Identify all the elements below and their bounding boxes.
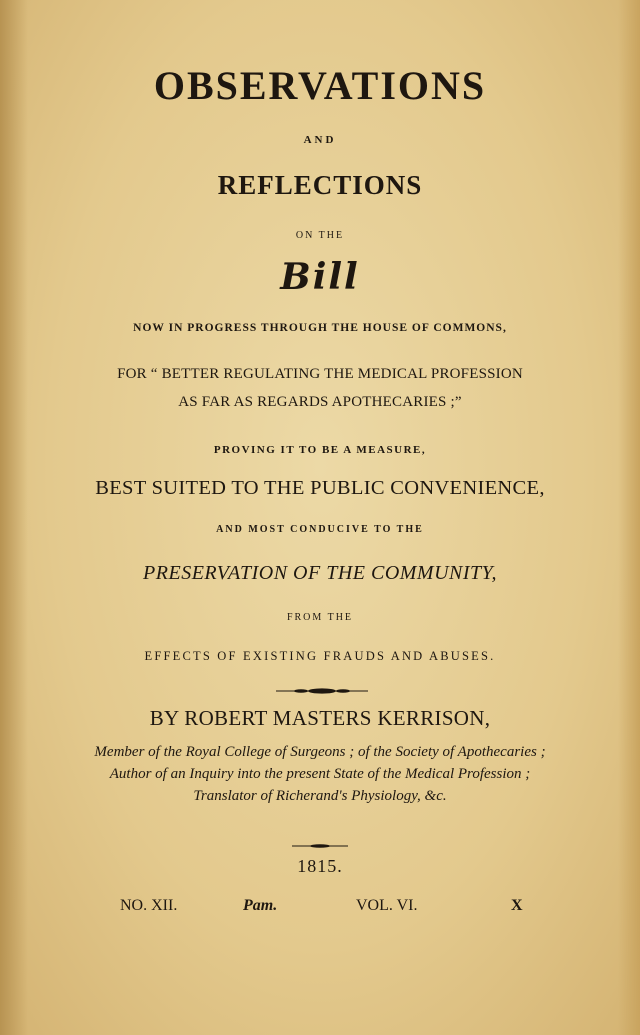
conducive-line: AND MOST CONDUCIVE TO THE bbox=[216, 524, 424, 535]
effects-line: EFFECTS OF EXISTING FRAUDS AND ABUSES. bbox=[144, 649, 496, 663]
translator-line: Translator of Richerand's Physiology, &c. bbox=[193, 788, 447, 804]
subtitle-reflections: REFLECTIONS bbox=[217, 170, 423, 200]
page-edge-left bbox=[0, 0, 28, 1035]
proving-line: PROVING IT TO BE A MEASURE, bbox=[213, 444, 427, 456]
footer-mark: X bbox=[511, 897, 523, 914]
footer-volume: VOL. VI. bbox=[356, 897, 418, 914]
preservation-line: PRESERVATION OF THE COMMUNITY, bbox=[143, 562, 497, 584]
apothecaries-line: AS FAR AS REGARDS APOTHECARIES ;” bbox=[178, 394, 462, 410]
page-edge-right bbox=[618, 0, 640, 1035]
publication-year: 1815. bbox=[297, 856, 343, 876]
progress-line: NOW IN PROGRESS THROUGH THE HOUSE OF COMMONS, bbox=[133, 322, 507, 334]
on-the-line: ON THE bbox=[295, 230, 345, 241]
member-line: Member of the Royal College of Surgeons ; of the Society of Apothecaries ; bbox=[94, 744, 546, 760]
footer-number: NO. XII. bbox=[120, 897, 178, 914]
main-title: OBSERVATIONS bbox=[153, 63, 487, 108]
bill-heading: Bill bbox=[280, 256, 360, 298]
regulating-line: FOR “ BETTER REGULATING THE MEDICAL PROFESSION bbox=[117, 366, 523, 382]
and-line: AND bbox=[303, 134, 337, 146]
author-credit-line: Author of an Inquiry into the present State of the Medical Profession ; bbox=[109, 766, 531, 782]
ornamental-rule bbox=[276, 688, 368, 694]
public-convenience-line: BEST SUITED TO THE PUBLIC CONVENIENCE, bbox=[95, 477, 545, 499]
footer-pam: Pam. bbox=[243, 897, 278, 914]
author-byline: BY ROBERT MASTERS KERRISON, bbox=[149, 706, 491, 730]
short-rule bbox=[292, 844, 348, 848]
from-the-line: FROM THE bbox=[286, 612, 354, 623]
